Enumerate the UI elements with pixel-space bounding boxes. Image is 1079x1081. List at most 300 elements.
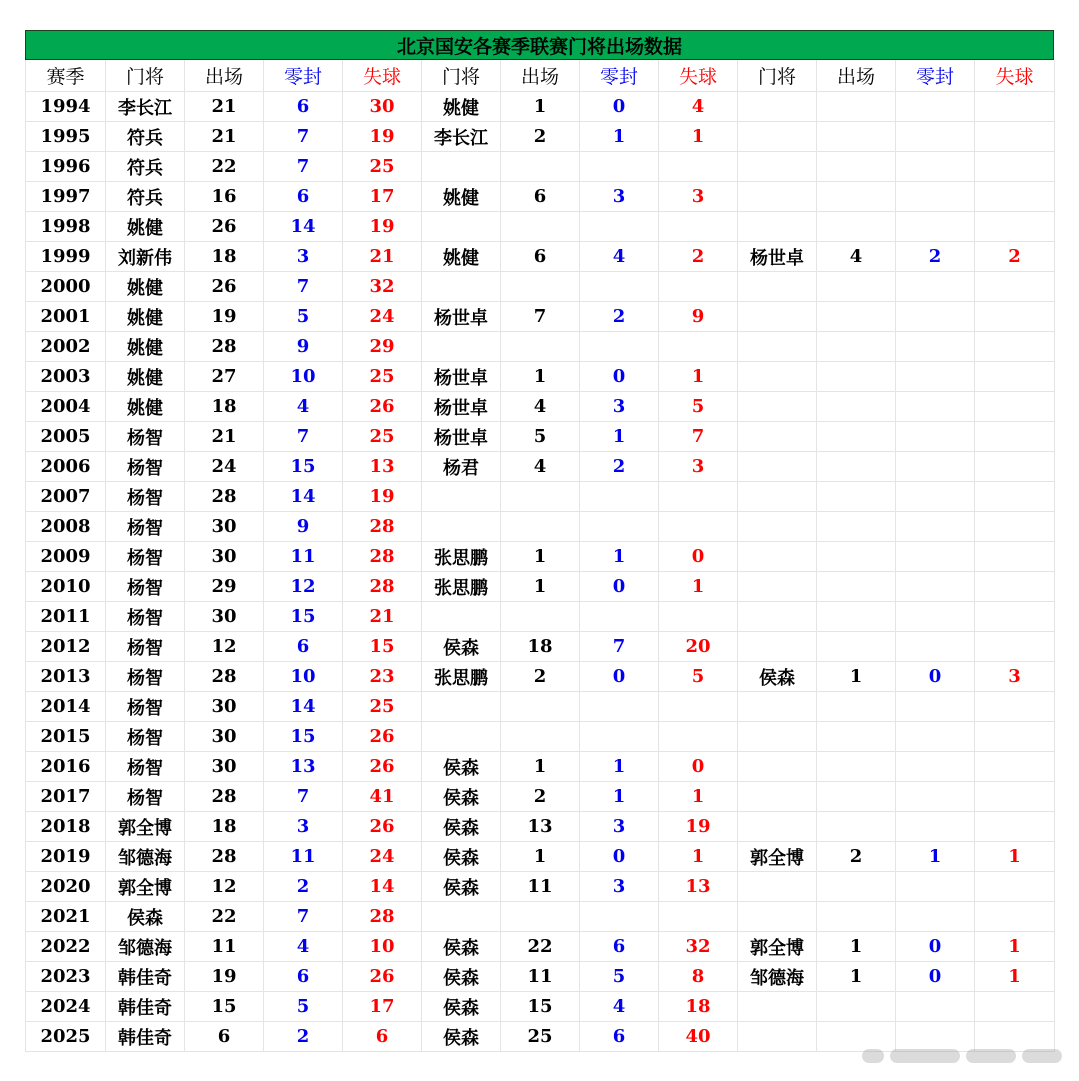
cell-shutouts-1: 5 (264, 992, 343, 1022)
cell-season: 2003 (26, 362, 106, 392)
cell-conceded-3: 1 (975, 842, 1055, 872)
cell-keeper-1: 姚健 (106, 332, 185, 362)
table-row (26, 962, 1055, 992)
cell-conceded-1: 6 (343, 1022, 422, 1052)
cell-keeper-2: 侯森 (422, 992, 501, 1022)
table-row (26, 242, 1055, 272)
cell-keeper-1: 符兵 (106, 182, 185, 212)
cell-keeper-1: 杨智 (106, 482, 185, 512)
table-row (26, 92, 1055, 122)
cell-shutouts-1: 6 (264, 92, 343, 122)
cell-appearances-1: 30 (185, 542, 264, 572)
cell-keeper-1: 邹德海 (106, 842, 185, 872)
cell-conceded-2: 1 (659, 122, 738, 152)
cell-keeper-1: 杨智 (106, 422, 185, 452)
cell-appearances-3 (817, 392, 896, 422)
cell-shutouts-3 (896, 362, 975, 392)
cell-season: 2023 (26, 962, 106, 992)
cell-keeper-3 (738, 452, 817, 482)
cell-conceded-2: 32 (659, 932, 738, 962)
cell-shutouts-2: 1 (580, 782, 659, 812)
cell-keeper-1: 杨智 (106, 692, 185, 722)
table-body (26, 92, 1055, 1052)
cell-conceded-3 (975, 332, 1055, 362)
cell-conceded-3: 1 (975, 932, 1055, 962)
cell-conceded-1: 19 (343, 122, 422, 152)
cell-appearances-2: 6 (501, 242, 580, 272)
cell-conceded-2: 1 (659, 842, 738, 872)
cell-shutouts-2: 4 (580, 992, 659, 1022)
header-appearances-3: 出场 (817, 60, 896, 92)
cell-shutouts-1: 7 (264, 152, 343, 182)
cell-shutouts-3 (896, 782, 975, 812)
cell-keeper-2: 李长江 (422, 122, 501, 152)
cell-appearances-3 (817, 122, 896, 152)
cell-shutouts-3 (896, 302, 975, 332)
cell-conceded-2: 0 (659, 542, 738, 572)
table-row (26, 572, 1055, 602)
cell-appearances-2: 15 (501, 992, 580, 1022)
cell-appearances-3 (817, 452, 896, 482)
cell-shutouts-1: 4 (264, 932, 343, 962)
cell-shutouts-2: 0 (580, 362, 659, 392)
cell-appearances-2: 4 (501, 392, 580, 422)
cell-appearances-2: 1 (501, 92, 580, 122)
cell-conceded-2 (659, 902, 738, 932)
cell-conceded-1: 17 (343, 182, 422, 212)
cell-conceded-2 (659, 332, 738, 362)
cell-shutouts-3 (896, 452, 975, 482)
cell-season: 2010 (26, 572, 106, 602)
cell-conceded-2: 9 (659, 302, 738, 332)
cell-shutouts-2 (580, 602, 659, 632)
table-row (26, 692, 1055, 722)
table-row (26, 332, 1055, 362)
table-row (26, 152, 1055, 182)
cell-appearances-2 (501, 602, 580, 632)
cell-appearances-1: 28 (185, 662, 264, 692)
cell-keeper-1: 姚健 (106, 362, 185, 392)
cell-keeper-1: 杨智 (106, 542, 185, 572)
cell-shutouts-2: 2 (580, 452, 659, 482)
cell-keeper-1: 杨智 (106, 722, 185, 752)
cell-conceded-2: 3 (659, 452, 738, 482)
cell-conceded-2 (659, 212, 738, 242)
cell-conceded-3 (975, 182, 1055, 212)
cell-shutouts-1: 10 (264, 662, 343, 692)
cell-appearances-3 (817, 512, 896, 542)
cell-appearances-2 (501, 722, 580, 752)
cell-shutouts-2 (580, 272, 659, 302)
cell-shutouts-3 (896, 512, 975, 542)
cell-conceded-3 (975, 392, 1055, 422)
cell-keeper-2 (422, 722, 501, 752)
cell-keeper-3 (738, 482, 817, 512)
cell-appearances-2 (501, 482, 580, 512)
cell-appearances-1: 24 (185, 452, 264, 482)
cell-shutouts-3 (896, 752, 975, 782)
cell-shutouts-1: 7 (264, 902, 343, 932)
table-row (26, 782, 1055, 812)
cell-shutouts-3 (896, 332, 975, 362)
cell-appearances-1: 30 (185, 722, 264, 752)
table-row (26, 602, 1055, 632)
cell-appearances-1: 29 (185, 572, 264, 602)
cell-keeper-1: 郭全博 (106, 872, 185, 902)
cell-keeper-3 (738, 152, 817, 182)
cell-keeper-3 (738, 272, 817, 302)
cell-appearances-3 (817, 902, 896, 932)
cell-keeper-1: 韩佳奇 (106, 992, 185, 1022)
cell-conceded-3: 3 (975, 662, 1055, 692)
cell-conceded-3 (975, 872, 1055, 902)
cell-shutouts-1: 2 (264, 1022, 343, 1052)
cell-keeper-3 (738, 992, 817, 1022)
cell-keeper-2 (422, 482, 501, 512)
cell-keeper-3 (738, 782, 817, 812)
cell-appearances-1: 26 (185, 212, 264, 242)
cell-season: 2021 (26, 902, 106, 932)
cell-appearances-1: 28 (185, 332, 264, 362)
cell-shutouts-1: 5 (264, 302, 343, 332)
cell-shutouts-3 (896, 542, 975, 572)
cell-conceded-1: 21 (343, 242, 422, 272)
header-keeper-2: 门将 (422, 60, 501, 92)
cell-keeper-1: 杨智 (106, 632, 185, 662)
cell-keeper-1: 杨智 (106, 662, 185, 692)
cell-keeper-3 (738, 572, 817, 602)
cell-conceded-1: 32 (343, 272, 422, 302)
cell-conceded-3 (975, 302, 1055, 332)
cell-shutouts-2 (580, 692, 659, 722)
cell-shutouts-1: 10 (264, 362, 343, 392)
cell-keeper-1: 杨智 (106, 512, 185, 542)
cell-season: 2018 (26, 812, 106, 842)
table-header (26, 60, 1055, 92)
cell-season: 2025 (26, 1022, 106, 1052)
cell-keeper-3 (738, 542, 817, 572)
table-row (26, 212, 1055, 242)
cell-shutouts-2: 6 (580, 1022, 659, 1052)
cell-keeper-1: 杨智 (106, 782, 185, 812)
header-conceded-3: 失球 (975, 60, 1055, 92)
cell-conceded-3 (975, 542, 1055, 572)
cell-keeper-2: 杨世卓 (422, 362, 501, 392)
cell-shutouts-1: 3 (264, 812, 343, 842)
cell-keeper-2 (422, 512, 501, 542)
cell-appearances-3 (817, 92, 896, 122)
cell-conceded-1: 25 (343, 692, 422, 722)
cell-keeper-2 (422, 272, 501, 302)
cell-conceded-1: 28 (343, 542, 422, 572)
cell-keeper-3 (738, 632, 817, 662)
cell-conceded-3 (975, 122, 1055, 152)
cell-appearances-2 (501, 902, 580, 932)
cell-appearances-1: 26 (185, 272, 264, 302)
cell-appearances-2: 25 (501, 1022, 580, 1052)
cell-keeper-3: 郭全博 (738, 842, 817, 872)
cell-appearances-1: 6 (185, 1022, 264, 1052)
cell-season: 2011 (26, 602, 106, 632)
cell-shutouts-1: 4 (264, 392, 343, 422)
cell-conceded-2: 18 (659, 992, 738, 1022)
cell-shutouts-3 (896, 602, 975, 632)
cell-season: 1998 (26, 212, 106, 242)
cell-appearances-1: 27 (185, 362, 264, 392)
cell-shutouts-2: 2 (580, 302, 659, 332)
cell-appearances-1: 11 (185, 932, 264, 962)
cell-shutouts-3: 2 (896, 242, 975, 272)
cell-conceded-2: 1 (659, 782, 738, 812)
cell-shutouts-2: 1 (580, 422, 659, 452)
cell-season: 2013 (26, 662, 106, 692)
cell-appearances-3 (817, 632, 896, 662)
cell-keeper-3 (738, 692, 817, 722)
cell-shutouts-1: 6 (264, 182, 343, 212)
cell-keeper-2: 侯森 (422, 842, 501, 872)
cell-shutouts-1: 6 (264, 632, 343, 662)
cell-appearances-3 (817, 482, 896, 512)
cell-conceded-3 (975, 902, 1055, 932)
cell-conceded-3 (975, 812, 1055, 842)
cell-season: 2024 (26, 992, 106, 1022)
cell-conceded-3 (975, 602, 1055, 632)
header-shutouts-1: 零封 (264, 60, 343, 92)
cell-shutouts-3 (896, 692, 975, 722)
cell-appearances-2: 22 (501, 932, 580, 962)
cell-conceded-3 (975, 572, 1055, 602)
cell-season: 2019 (26, 842, 106, 872)
table-row (26, 542, 1055, 572)
cell-keeper-1: 韩佳奇 (106, 1022, 185, 1052)
cell-shutouts-2: 0 (580, 842, 659, 872)
cell-keeper-3: 侯森 (738, 662, 817, 692)
cell-appearances-3: 1 (817, 662, 896, 692)
cell-shutouts-2 (580, 212, 659, 242)
table-row (26, 992, 1055, 1022)
table-row (26, 122, 1055, 152)
cell-keeper-2: 杨世卓 (422, 392, 501, 422)
cell-conceded-3 (975, 452, 1055, 482)
cell-shutouts-3 (896, 122, 975, 152)
cell-appearances-3 (817, 692, 896, 722)
cell-keeper-1: 韩佳奇 (106, 962, 185, 992)
cell-appearances-2: 1 (501, 572, 580, 602)
cell-appearances-2: 2 (501, 782, 580, 812)
cell-shutouts-3: 0 (896, 932, 975, 962)
goalkeeper-stats-table (25, 60, 1055, 1052)
cell-keeper-3 (738, 212, 817, 242)
cell-conceded-1: 21 (343, 602, 422, 632)
cell-conceded-2 (659, 272, 738, 302)
cell-conceded-1: 24 (343, 302, 422, 332)
cell-conceded-3 (975, 272, 1055, 302)
table-row (26, 752, 1055, 782)
cell-keeper-2: 杨君 (422, 452, 501, 482)
cell-conceded-1: 26 (343, 962, 422, 992)
cell-appearances-2: 11 (501, 872, 580, 902)
cell-appearances-3 (817, 302, 896, 332)
cell-shutouts-1: 15 (264, 602, 343, 632)
cell-season: 2004 (26, 392, 106, 422)
cell-shutouts-1: 9 (264, 332, 343, 362)
cell-conceded-3 (975, 692, 1055, 722)
cell-season: 2016 (26, 752, 106, 782)
cell-conceded-1: 41 (343, 782, 422, 812)
table-row (26, 932, 1055, 962)
cell-season: 2009 (26, 542, 106, 572)
cell-shutouts-3 (896, 572, 975, 602)
cell-conceded-1: 29 (343, 332, 422, 362)
cell-conceded-1: 10 (343, 932, 422, 962)
cell-appearances-1: 28 (185, 842, 264, 872)
cell-keeper-3 (738, 362, 817, 392)
cell-appearances-1: 30 (185, 602, 264, 632)
cell-appearances-3: 1 (817, 962, 896, 992)
cell-shutouts-2: 3 (580, 392, 659, 422)
cell-shutouts-2: 4 (580, 242, 659, 272)
cell-keeper-1: 杨智 (106, 602, 185, 632)
cell-keeper-2: 张思鹏 (422, 662, 501, 692)
cell-conceded-1: 14 (343, 872, 422, 902)
cell-appearances-2: 13 (501, 812, 580, 842)
cell-season: 1994 (26, 92, 106, 122)
cell-keeper-2 (422, 212, 501, 242)
cell-shutouts-3 (896, 872, 975, 902)
cell-conceded-1: 25 (343, 152, 422, 182)
cell-keeper-1: 符兵 (106, 152, 185, 182)
cell-conceded-1: 19 (343, 212, 422, 242)
cell-keeper-1: 杨智 (106, 452, 185, 482)
cell-keeper-3 (738, 602, 817, 632)
cell-appearances-3 (817, 422, 896, 452)
cell-conceded-3 (975, 212, 1055, 242)
cell-conceded-2 (659, 602, 738, 632)
cell-season: 2022 (26, 932, 106, 962)
watermark (862, 1042, 1074, 1070)
header-conceded-1: 失球 (343, 60, 422, 92)
cell-appearances-2: 2 (501, 122, 580, 152)
cell-keeper-2: 侯森 (422, 782, 501, 812)
cell-conceded-1: 23 (343, 662, 422, 692)
cell-shutouts-3 (896, 182, 975, 212)
cell-appearances-2 (501, 512, 580, 542)
cell-shutouts-3: 0 (896, 962, 975, 992)
cell-appearances-3 (817, 332, 896, 362)
cell-keeper-1: 姚健 (106, 212, 185, 242)
header-keeper-3: 门将 (738, 60, 817, 92)
cell-appearances-3 (817, 152, 896, 182)
cell-keeper-1: 侯森 (106, 902, 185, 932)
cell-shutouts-2 (580, 482, 659, 512)
cell-shutouts-1: 7 (264, 422, 343, 452)
cell-conceded-3 (975, 152, 1055, 182)
cell-keeper-2 (422, 332, 501, 362)
cell-appearances-3 (817, 362, 896, 392)
cell-conceded-3 (975, 752, 1055, 782)
cell-shutouts-1: 14 (264, 482, 343, 512)
cell-appearances-3 (817, 542, 896, 572)
cell-conceded-3 (975, 512, 1055, 542)
cell-appearances-2 (501, 332, 580, 362)
cell-appearances-3 (817, 182, 896, 212)
spreadsheet (25, 30, 1054, 1052)
cell-keeper-3 (738, 182, 817, 212)
cell-keeper-2: 张思鹏 (422, 542, 501, 572)
cell-shutouts-2: 6 (580, 932, 659, 962)
cell-appearances-3 (817, 212, 896, 242)
cell-shutouts-2: 3 (580, 812, 659, 842)
cell-keeper-2: 侯森 (422, 752, 501, 782)
cell-conceded-2: 8 (659, 962, 738, 992)
cell-conceded-2: 20 (659, 632, 738, 662)
cell-keeper-3 (738, 902, 817, 932)
cell-conceded-1: 26 (343, 812, 422, 842)
cell-keeper-2: 侯森 (422, 962, 501, 992)
cell-season: 2001 (26, 302, 106, 332)
cell-appearances-1: 18 (185, 812, 264, 842)
cell-keeper-3: 杨世卓 (738, 242, 817, 272)
cell-shutouts-3 (896, 812, 975, 842)
cell-conceded-3 (975, 782, 1055, 812)
cell-appearances-1: 28 (185, 782, 264, 812)
cell-conceded-1: 17 (343, 992, 422, 1022)
cell-conceded-1: 13 (343, 452, 422, 482)
cell-shutouts-3 (896, 722, 975, 752)
cell-shutouts-1: 7 (264, 272, 343, 302)
cell-conceded-2: 4 (659, 92, 738, 122)
cell-shutouts-3 (896, 422, 975, 452)
cell-appearances-3 (817, 752, 896, 782)
cell-conceded-2: 1 (659, 572, 738, 602)
cell-appearances-3 (817, 572, 896, 602)
cell-keeper-3: 邹德海 (738, 962, 817, 992)
cell-appearances-3 (817, 722, 896, 752)
cell-shutouts-2: 3 (580, 872, 659, 902)
cell-shutouts-2: 7 (580, 632, 659, 662)
cell-appearances-1: 21 (185, 92, 264, 122)
cell-shutouts-3 (896, 632, 975, 662)
cell-shutouts-1: 6 (264, 962, 343, 992)
cell-appearances-2: 1 (501, 842, 580, 872)
cell-shutouts-1: 13 (264, 752, 343, 782)
cell-keeper-2: 张思鹏 (422, 572, 501, 602)
cell-keeper-3 (738, 872, 817, 902)
cell-appearances-2 (501, 212, 580, 242)
cell-keeper-1: 姚健 (106, 272, 185, 302)
cell-season: 2005 (26, 422, 106, 452)
cell-appearances-1: 19 (185, 302, 264, 332)
cell-shutouts-2 (580, 722, 659, 752)
cell-appearances-1: 18 (185, 392, 264, 422)
cell-shutouts-1: 15 (264, 722, 343, 752)
cell-appearances-3 (817, 872, 896, 902)
cell-conceded-3 (975, 722, 1055, 752)
cell-season: 2006 (26, 452, 106, 482)
cell-appearances-2: 7 (501, 302, 580, 332)
cell-conceded-2 (659, 512, 738, 542)
cell-conceded-1: 24 (343, 842, 422, 872)
header-appearances-2: 出场 (501, 60, 580, 92)
cell-keeper-1: 李长江 (106, 92, 185, 122)
cell-season: 2008 (26, 512, 106, 542)
table-row (26, 902, 1055, 932)
cell-conceded-3 (975, 632, 1055, 662)
cell-appearances-1: 30 (185, 752, 264, 782)
cell-conceded-1: 26 (343, 392, 422, 422)
cell-shutouts-2 (580, 902, 659, 932)
cell-appearances-1: 22 (185, 152, 264, 182)
